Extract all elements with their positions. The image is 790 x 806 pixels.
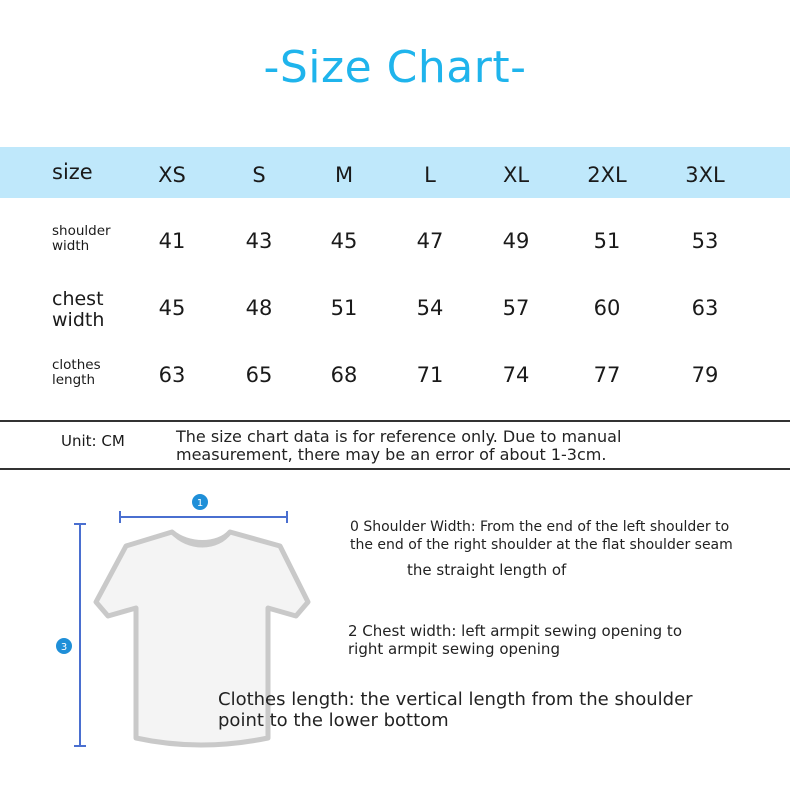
reference-note-line1: The size chart data is for reference only. Due to manual — [176, 427, 622, 446]
size-header-cell: 2XL — [587, 163, 627, 187]
marker-1-icon — [192, 494, 208, 510]
marker-3-icon — [56, 638, 72, 654]
table-cell: 49 — [502, 229, 530, 253]
tshirt-diagram — [50, 488, 380, 788]
reference-note-line2: measurement, there may be an error of about 1-3cm. — [176, 445, 607, 464]
row-label — [52, 289, 104, 331]
length-description-line2: point to the lower bottom — [218, 710, 449, 731]
table-cell: 45 — [158, 296, 186, 320]
chest-description-line2: right armpit sewing opening — [348, 640, 560, 658]
table-cell: 51 — [330, 296, 358, 320]
straight-length-fragment: the straight length of — [407, 561, 567, 579]
shoulder-measure-line — [120, 511, 287, 523]
size-header-cell: 3XL — [685, 163, 725, 187]
table-cell: 51 — [593, 229, 621, 253]
chest-description — [348, 622, 682, 658]
table-cell: 54 — [416, 296, 444, 320]
page-title: -Size Chart- — [263, 42, 527, 93]
row-label-line2: width — [52, 238, 90, 254]
table-cell: 63 — [158, 363, 186, 387]
size-header-cell: L — [424, 163, 436, 187]
table-header-band — [0, 147, 790, 198]
table-cell: 79 — [691, 363, 719, 387]
size-header-cell: XS — [158, 163, 186, 187]
row-label-line2: width — [52, 309, 105, 331]
divider-top — [0, 420, 790, 422]
table-cell: 48 — [245, 296, 273, 320]
table-cell: 60 — [593, 296, 621, 320]
row-label — [52, 358, 101, 388]
row-label — [52, 224, 111, 254]
shoulder-description-line2: the end of the right shoulder at the flat shoulder seam — [350, 537, 733, 553]
table-cell: 74 — [502, 363, 530, 387]
row-label-line1: shoulder — [52, 223, 111, 239]
table-cell: 47 — [416, 229, 444, 253]
shoulder-description-line1: 0 Shoulder Width: From the end of the left shoulder to — [350, 519, 730, 535]
row-label-line1: chest — [52, 288, 104, 310]
unit-label: Unit: CM — [61, 432, 125, 450]
row-label-line2: length — [52, 372, 96, 388]
marker-1-label: 1 — [196, 498, 204, 509]
table-cell: 63 — [691, 296, 719, 320]
table-cell: 57 — [502, 296, 530, 320]
size-header-label: size — [52, 160, 93, 184]
size-header-cell: XL — [502, 163, 530, 187]
table-cell: 41 — [158, 229, 186, 253]
table-cell: 77 — [593, 363, 621, 387]
length-description — [218, 689, 693, 731]
table-cell: 68 — [330, 363, 358, 387]
table-cell: 43 — [245, 229, 273, 253]
length-description-line1: Clothes length: the vertical length from the shoulder — [218, 689, 693, 710]
divider-bottom — [0, 468, 790, 470]
row-label-line1: clothes — [52, 357, 101, 373]
marker-3-label: 3 — [60, 642, 68, 653]
shoulder-description — [350, 518, 733, 554]
table-cell: 71 — [416, 363, 444, 387]
size-header-cell: S — [252, 163, 266, 187]
table-cell: 65 — [245, 363, 273, 387]
reference-note — [176, 428, 696, 464]
table-cell: 53 — [691, 229, 719, 253]
table-cell: 45 — [330, 229, 358, 253]
length-measure-line — [74, 524, 86, 746]
size-header-cell: M — [334, 163, 354, 187]
chest-description-line1: 2 Chest width: left armpit sewing opening to — [348, 622, 682, 640]
